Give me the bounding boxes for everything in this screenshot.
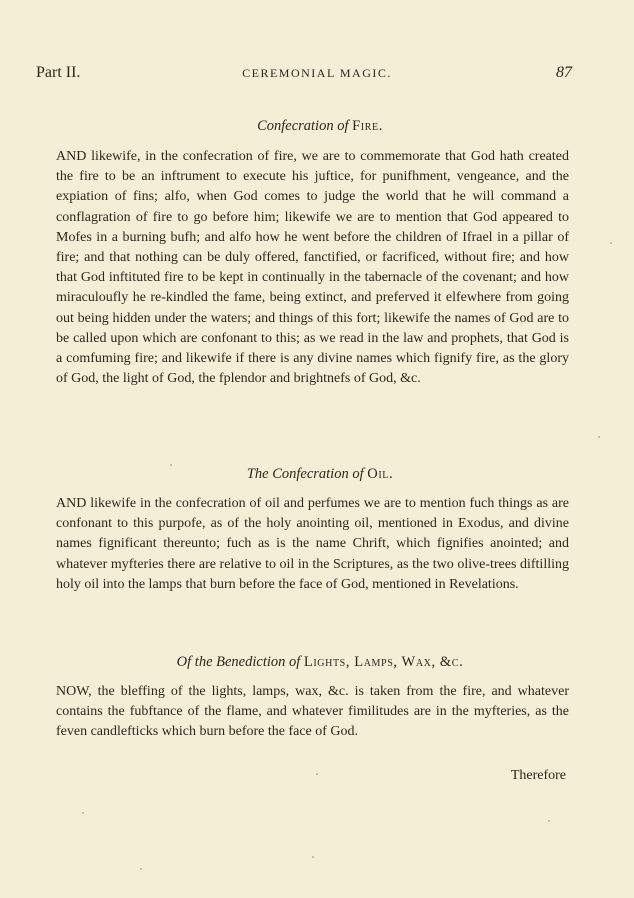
heading-italic: The Confecration of [246,466,364,482]
paper-speck [140,868,142,870]
paper-speck [170,464,172,466]
catchword: Therefore [510,768,566,783]
paragraph-oil: AND likewife in the confecration of oil and perfumes we are to mention fuch things as are confonant to this purpofe, as of the holy anointing oil, mentioned in Exodus, and divine names fignificant thereunto; fuch as is the name Chrift, which fignifies anointed; and whatever myfteries there are relative to oil in the Scriptures, as the two olive-trees diftilling holy oil into the lamps that burn before the face of God, mentioned in Revelations. [56,496,569,592]
paper-speck [548,820,550,822]
part-label: Part II. [36,64,81,81]
section-heading-oil [40,466,600,483]
paragraph-fire: AND likewife, in the confecration of fire, we are to commemorate that God hath created the fire to be an inftrument to execute his juftice, for punifhment, vengeance, and the expiation of fins; alfo, when God comes to judge the world that he will command a conflagration of fire to go before him; likewife we are to mention that God appeared to Mofes in a burning bufh; and alfo how he went before the children of Ifrael in a pillar of fire; and that nothing can be duly offered, fanctified, or facrificed, without fire; and how that God inftituted fire to be kept in continually in the tabernacle of the covenant; and how miraculoufly he re-kindled the fame, being extinct, and preferved it elfewhere from going out being hidden under the waters; and things of this fort; likewife the names of God are to be called upon which are confonant to this; as we read in the law and prophets, that God is a comfuming fire; and likewife if there is any divine names which fignify fire, as the glory of God, the light of God, the fplendor and brightnefs of God, &c. [56,149,569,387]
section-heading-lights [40,654,600,671]
section-heading-fire [40,118,600,135]
heading-smallcaps: Fire. [352,118,383,134]
paper-speck [82,812,84,814]
paper-speck [598,436,600,438]
paper-speck [316,773,318,775]
paper-speck [610,242,612,244]
page-number: 87 [556,64,572,81]
running-head [0,64,634,88]
heading-italic: Of the Benediction of [176,654,301,670]
heading-smallcaps: Oil. [367,466,394,482]
heading-smallcaps: Lights, Lamps, Wax, &c. [303,654,464,670]
running-title: CEREMONIAL MAGIC. [242,66,392,80]
paragraph-lights: NOW, the bleffing of the lights, lamps, wax, &c. is taken from the fire, and whatever contains the fubftance of the flame, and whatever fimilitudes are in the myfteries, as the feven candlefticks which burn before the face of God. [56,684,569,740]
paper-speck [312,856,314,858]
heading-italic: Confecration of [257,118,349,134]
